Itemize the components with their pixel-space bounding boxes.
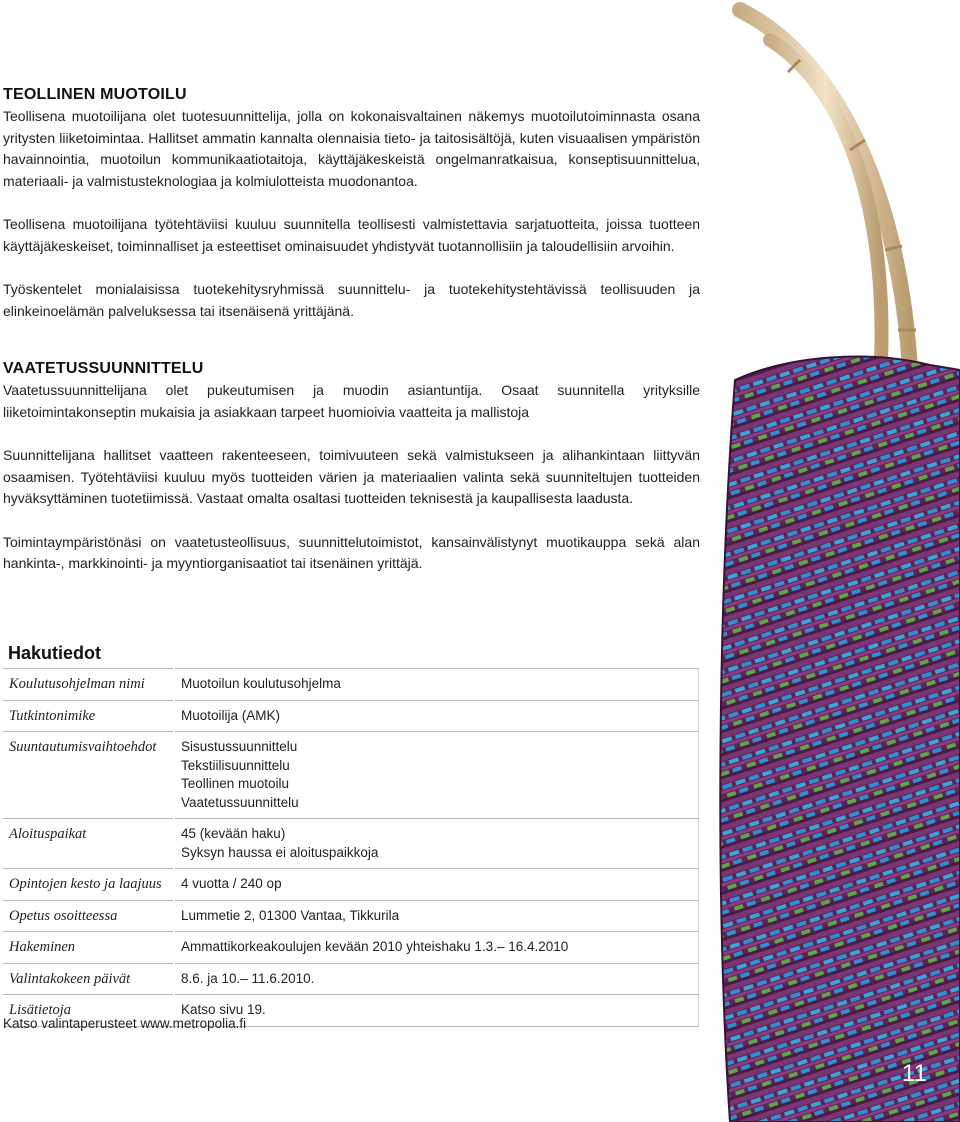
table-row	[3, 900, 699, 932]
paragraph: Suunnittelijana hallitset vaatteen rakenteeseen, toimivuuteen sekä valmistukseen ja alihankintaan liittyvän osaamisen. Työtehtäviisi kuuluu myös tuotteiden värien ja materiaalien valinta sekä suunniteltujen tuotteiden hyväksyttäminen tuotetiimissä. Vastaat omalta osaltasi tuotteiden teknisestä ja kaupallisesta laadusta.	[3, 447, 700, 506]
table-row	[3, 932, 699, 964]
paragraph: Teollisena muotoilijana työtehtäviisi kuuluu suunnitella teollisesti valmistettavia sarjatuotteita, joissa tuotteen käyttäjäkeskeiset, toiminnalliset ja esteettiset ominaisuudet yhdistyvät tuotannollisiin ja taloudellisiin arvoihin.	[3, 216, 700, 254]
footnote: Katso valintaperusteet www.metropolia.fi	[3, 1016, 247, 1031]
table-row	[3, 963, 699, 995]
row-value: Katso sivu 19.	[174, 995, 699, 1027]
row-value: 4 vuotta / 240 op	[174, 869, 699, 901]
row-value: Muotoilun koulutusohjelma	[174, 669, 699, 701]
hakutiedot-title: Hakutiedot	[8, 643, 102, 663]
table-row	[3, 732, 699, 819]
paragraph: Vaatetussuunnittelijana olet pukeutumisen ja muodin asiantuntija. Osaat suunnitella yrityksille liiketoimintakonseptin mukaisia ja asiakkaan tarpeet huomioivia vaatteita ja mallistoja	[3, 382, 700, 420]
row-key: Hakeminen	[3, 932, 174, 964]
hakutiedot-table	[3, 668, 699, 1027]
row-key: Aloituspaikat	[3, 819, 174, 869]
row-key: Lisätietoja	[3, 995, 174, 1027]
row-key: Opintojen kesto ja laajuus	[3, 869, 174, 901]
paragraph: Toimintaympäristönäsi on vaatetusteollisuus, suunnittelutoimistot, kansainvälistynyt muotikauppa sekä alan hankinta-, markkinointi- ja myyntiorganisaatiot tai itsenäinen yrittäjä.	[3, 533, 700, 571]
section-heading: VAATETUSSUUNNITTELU	[3, 360, 204, 377]
row-value: Sisustussuunnittelu Tekstiilisuunnittelu Teollinen muotoilu Vaatetussuunnittelu	[174, 732, 699, 819]
paragraph: Teollisena muotoilijana olet tuotesuunnittelija, jolla on kokonaisvaltainen näkemys muotoilutoiminnasta osana yritysten liiketoimintaa. Hallitset ammatin kannalta olennaisia tieto- ja taitosisältöjä, kuten visuaalisen ympäristön havainnointia, muotoilun kommunikaatiotaitoja, käyttäjäkeskeistä ongelmanratkaisua, konseptisuunnittelua, materiaali- ja valmistusteknologiaa ja kolmiulotteista muodonantoa.	[3, 108, 700, 189]
paragraph: Työskentelet monialaisissa tuotekehitysryhmissä suunnittelu- ja tuotekehitystehtävissä teollisuuden ja elinkeinoelämän palveluksessa tai itsenäisenä yrittäjänä.	[3, 281, 700, 319]
table-row	[3, 869, 699, 901]
text-column	[3, 84, 700, 597]
section-vaatetussuunnittelu	[3, 358, 700, 575]
row-key: Suuntautumisvaihtoehdot	[3, 732, 174, 819]
row-value: Muotoilija (AMK)	[174, 700, 699, 732]
row-value: 45 (kevään haku) Syksyn haussa ei aloituspaikkoja	[174, 819, 699, 869]
row-value: Ammattikorkeakoulujen kevään 2010 yhteishaku 1.3.– 16.4.2010	[174, 932, 699, 964]
row-key: Opetus osoitteessa	[3, 900, 174, 932]
table-row	[3, 700, 699, 732]
row-value: 8.6. ja 10.– 11.6.2010.	[174, 963, 699, 995]
row-key: Tutkintonimike	[3, 700, 174, 732]
section-heading: TEOLLINEN MUOTOILU	[3, 86, 187, 103]
row-value: Lummetie 2, 01300 Vantaa, Tikkurila	[174, 900, 699, 932]
page-number: 11	[902, 1060, 927, 1087]
table-row	[3, 819, 699, 869]
row-key: Valintakokeen päivät	[3, 963, 174, 995]
woven-bag-photo	[700, 0, 960, 1122]
table-row	[3, 669, 699, 701]
section-teollinen-muotoilu	[3, 84, 700, 322]
row-key: Koulutusohjelman nimi	[3, 669, 174, 701]
